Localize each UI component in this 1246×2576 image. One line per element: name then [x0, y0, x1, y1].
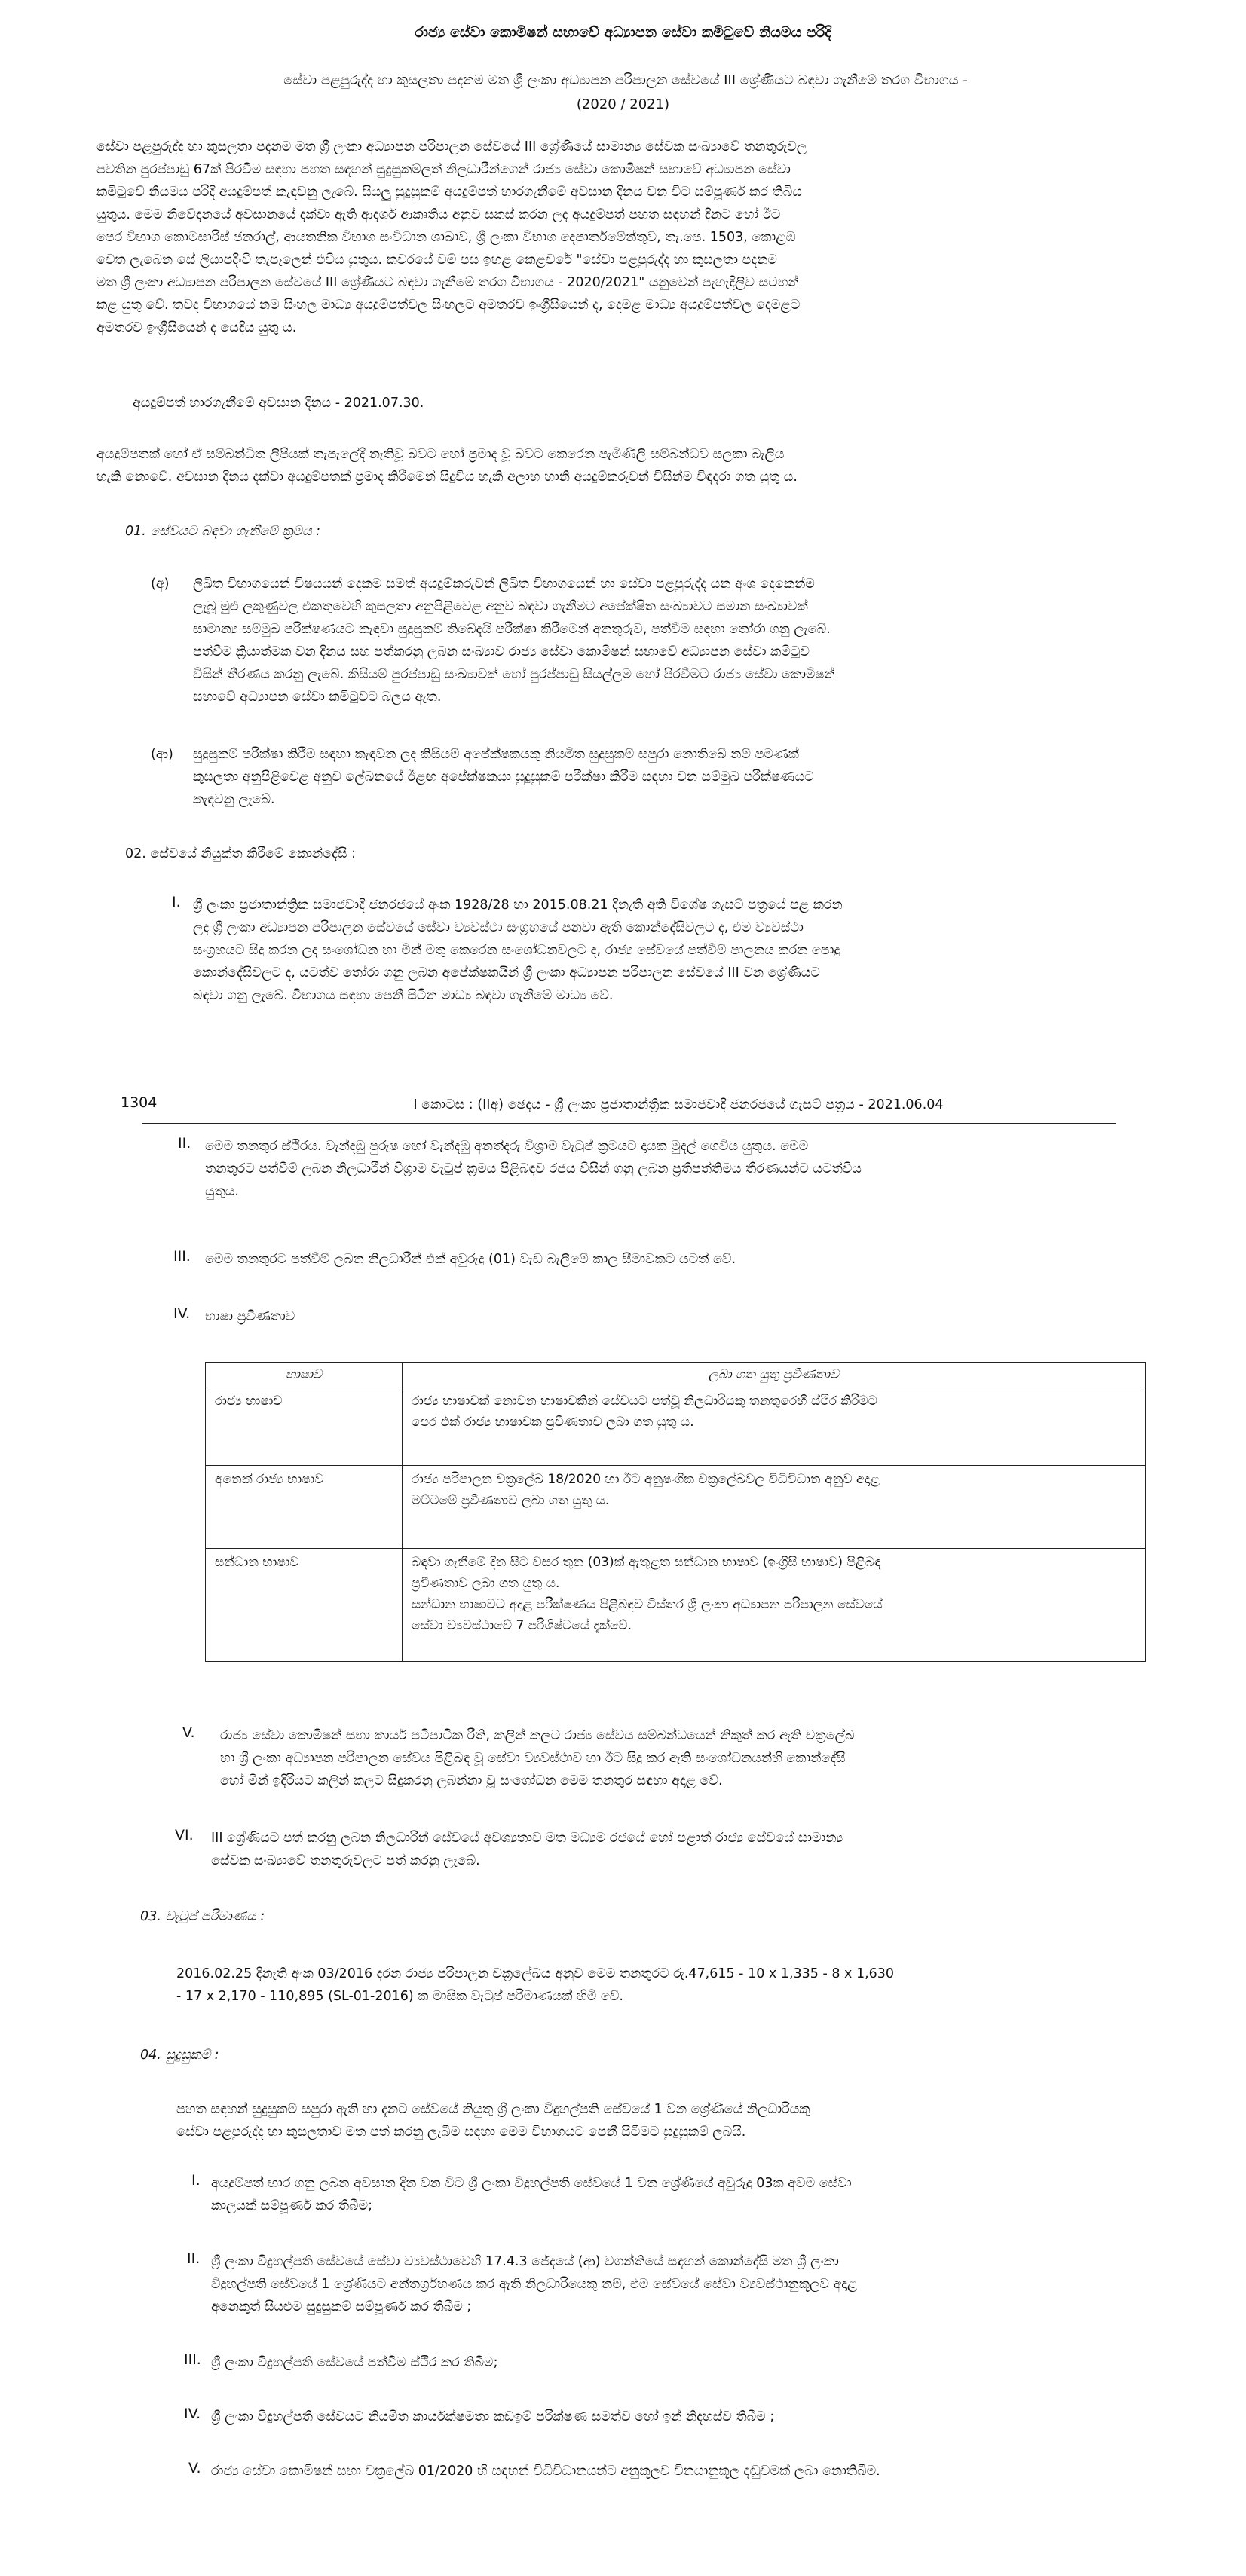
text-line: සභාවේ අධ්‍යාපන සේවා කමිටුවට බලය ඇත.: [193, 690, 442, 705]
notice-subtitle-line2: (2020 / 2021): [576, 96, 670, 112]
item-a-label: (අ): [151, 577, 170, 592]
text-line: කළ යුතු වේ. තවද විභාගයේ නම සිංහල මාධ්‍ය අයදුම්පත්වල සිංහලට අමතරව ඉංග්‍රීසියෙන් ද, දෙමළ මාධ්‍ය අයදුම්පත්වල දෙමළට: [96, 298, 801, 313]
text-line: බඳවා ගනු ලැබේ. විභාගය සඳහා පෙනී සිටින මාධ්‍ය බඳවා ගැනීමේ මාධ්‍ය වේ.: [193, 988, 614, 1003]
text-line: මෙම තනතුර ස්ථිරය. වැන්දඹු පුරුෂ හෝ වැන්දඹු අනත්දරු විශ්‍රාම වැටුප් ක්‍රමයට දායක මුදල් ගෙවිය යුතුය. මෙම: [205, 1139, 809, 1154]
text-line: මත ශ්‍රී ලංකා අධ්‍යාපන පරිපාලන සේවයේ III ශ්‍රේණියට බඳවා ගැනීමේ තරග විභාගය - 2020/2021" යනුවෙන් පැහැදිලිව සටහන්: [96, 275, 799, 290]
text-line: ලිඛිත විභාගයෙන් විෂයයන් දෙකම සමත් අයදුම්කරුවන් ලිඛිත විභාගයෙන් හා සේවා පළපුරුද්ද යන අංශ දෙකෙන්ම: [193, 577, 815, 592]
language-proficiency-table: [205, 1362, 1146, 1662]
text-line: අයදුම්පතක් හෝ ඒ සම්බන්ධිත ලිපියක් තැපැලේදී නැතිවූ බවට හෝ ප්‍රමාද වූ බවට කෙරෙන පැමිණිලි සම්බන්ධව සලකා බැලිය: [96, 447, 785, 462]
text-line: ශ්‍රී ලංකා විදුහල්පති සේවයේ සේවා ව්‍යවස්ථාවෙහි 17.4.3 ජේදයේ (ආ) වගන්තියේ සඳහන් කොන්දේසි මත ශ්‍රී ලංකා: [211, 2254, 839, 2269]
qualification-v-text: රාජ්‍ය සේවා කොමිෂන් සභා චක්‍රලේඛ 01/2020 හි සඳහන් විධිවිධානයන්ට අනුකූලව විනයානුකූල දඬුවමක් ලබා නොතිබීම.: [211, 2464, 880, 2479]
table-row: [206, 1387, 1146, 1466]
page-number: 1304: [121, 1094, 158, 1111]
text-line: වෙත ලැබෙන සේ ලියාපදිංචි තැපෑලෙන් එවිය යුතුය. කවරයේ වම් පස ඉහළ කෙළවරේ "සේවා පළපුරුද්ද හා කුසලතා පදනම: [96, 252, 777, 268]
intro-note: [96, 443, 1147, 488]
text-line: සේවා ව්‍යවස්ථාවේ 7 පරිශිෂ්ටයේ දැක්වේ.: [412, 1618, 632, 1633]
text-line: සේවා පළපුරුද්ද හා කුසලතා පදනම මත ශ්‍රී ලංකා අධ්‍යාපන පරිපාලන සේවයේ III ශ්‍රේණියේ සාමාන්‍ය සේවක සංඛ්‍යාවේ තනතුරුවල: [96, 139, 807, 154]
text-line: ලද ශ්‍රී ලංකා අධ්‍යාපන පරිපාලන සේවයේ සේවා ව්‍යවස්ථා සංග්‍රහයේ පනවා ඇති කොන්දේසිවලට ද, එම ව්‍යවස්ථා: [193, 920, 804, 935]
text-line: විදුහල්පති සේවයේ 1 ශ්‍රේණියට අන්තර්ග්‍රහණය කර ඇති නිලධාරියෙකු නම්, එම සේවයේ සේවා ව්‍යවස්ථානුකූලව අදාළ: [211, 2277, 858, 2292]
item-iii-text: මෙම තනතුරට පත්වීම් ලබන නිලධාරීන් එක් අවුරුදු (01) වැඩ බැලීමේ කාල සීමාවකට යටත් වේ.: [205, 1252, 736, 1267]
notice-title: රාජ්‍ය සේවා කොමිෂන් සභාවේ අධ්‍යාපන සේවා කමිටුවේ නියමය පරිදි: [415, 24, 831, 41]
proficiency-cell: [403, 1387, 1146, 1466]
item-vi-label: VI.: [175, 1827, 194, 1843]
text-line: සුදුසුකම් පරීක්ෂා කිරීම සඳහා කැඳවන ලද කිසියම් අපේක්ෂකයකු නියමිත සුදුසුකම් සපුරා නොතිබේ නම් පමණක්: [193, 747, 799, 762]
text-line: III ශ්‍රේණියට පත් කරනු ලබන නිලධාරීන් සේවයේ අවශ්‍යතාව මත මධ්‍යම රජයේ හෝ පළාත් රාජ්‍ය සේවයේ සාමාන්‍ය: [211, 1831, 843, 1846]
text-line: සේවා පළපුරුද්ද හා කුසලතාව මත පත් කරනු ලැබීම සඳහා මෙම විභාගයට පෙනී සිටීමට සුදුසුකම් ලබයි.: [176, 2125, 746, 2140]
qualification-iii-label: III.: [184, 2351, 201, 2368]
text-line: හැකි නොවේ. අවසාන දිනය දක්වා අයදුම්පතක් ප්‍රමාද කිරීමෙන් සිදුවිය හැකි අලාභ හානි අයදුම්කරුවන් විසින්ම විඳදරා ගත යුතු ය.: [96, 470, 798, 485]
item-vi-text: [211, 1827, 1147, 1872]
qualification-i-text: [211, 2172, 1147, 2217]
item-i-label: I.: [172, 894, 181, 910]
text-line: කමිටුවේ නියමය පරිදි අයදුම්පත් කැඳවනු ලැබේ. සියලු සුදුසුකම් අයදුම්පත් භාරගැනීමේ අවසාන දිනය වන විට සම්පූර්ණ කර තිබිය: [96, 185, 802, 200]
qualification-v-label: V.: [188, 2460, 201, 2477]
table-header-row: [206, 1363, 1146, 1387]
language-cell: අනෙක් රාජ්‍ය භාෂාව: [206, 1466, 403, 1549]
item-aa-text: [193, 743, 1147, 811]
text-line: අමතරව ඉංග්‍රීසියෙන් ද යෙදිය යුතු ය.: [96, 320, 297, 335]
text-line: අයදුම්පත් භාර ගනු ලබන අවසාන දින වන විට ශ්‍රී ලංකා විදුහල්පති සේවයේ 1 වන ශ්‍රේණියේ අවුරුදු 03ක අවම සේවා: [211, 2176, 852, 2191]
qualification-iv-label: IV.: [184, 2406, 201, 2422]
text-line: සාමාන්‍ය සම්මුඛ පරීක්ෂණයට කැඳවා සුදුසුකම් තිබේදැයි පරීක්ෂා කිරීමෙන් අනතුරුව, පත්වීම සඳහා තෝරා ගනු ලැබේ.: [193, 622, 831, 637]
qualifications-intro: [176, 2098, 1147, 2143]
column-header-proficiency: ලබා ගත යුතු ප්‍රවීණතාව: [403, 1363, 1146, 1387]
language-cell: සන්ධාන භාෂාව: [206, 1549, 403, 1662]
item-aa-label: (ආ): [151, 747, 173, 762]
text-line: සංග්‍රහයට සිදු කරන ලද සංශෝධන හා මින් මතු කෙරෙන සංශෝධනවලට ද, රාජ්‍ය සේවයේ පත්වීම් පාලනය කරන පොදු: [193, 943, 840, 958]
item-v-text: [220, 1724, 1147, 1792]
qualification-iii-text: ශ්‍රී ලංකා විදුහල්පති සේවයේ පත්වීම ස්ථිර කර තිබීම;: [211, 2355, 498, 2370]
text-line: යුතුය. මෙම නිවේදනයේ අවසානයේ දක්වා ඇති ආදර්ශ ආකෘතිය අනුව සකස් කරන ලද අයදුම්පත් පහත සඳහන් දිනට හෝ ඊට: [96, 207, 781, 222]
text-line: රාජ්‍ය භාෂාවක් නොවන භාෂාවකින් සේවයට පත්වූ නිලධාරියකු තනතුරෙහි ස්ථිර කිරීමට: [412, 1394, 877, 1409]
proficiency-cell: [403, 1549, 1146, 1662]
item-ii-text: [205, 1135, 1147, 1203]
item-iv-label: IV.: [173, 1305, 191, 1322]
table-row: [206, 1466, 1146, 1549]
column-header-language: භාෂාව: [206, 1363, 403, 1387]
text-line: ලැබූ මුළු ලකුණුවල එකතුවෙහි කුසලතා අනුපිළිවෙළ අනුව බඳවා ගැනීමට අපේක්ෂිත සංඛ්‍යාවට සමාන සංඛ්‍යාවක්: [193, 599, 808, 614]
text-line: කොන්දේසිවලට ද, යටත්ව තෝරා ගනු ලබන අපේක්ෂකයින් ශ්‍රී ලංකා අධ්‍යාපන පරිපාලන සේවයේ III වන ශ්‍රේණියට: [193, 965, 820, 981]
text-line: පවතින පුරප්පාඩු 67ක් පිරවීම සඳහා පහත සඳහන් සුදුසුකම්ලත් නිලධාරීන්ගෙන් රාජ්‍ය සේවා කොමිෂන් සභාවේ අධ්‍යාපන සේවා: [96, 162, 791, 177]
notice-subtitle-line1: සේවා පළපුරුද්ද හා කුසලතා පදනම මත ශ්‍රී ලංකා අධ්‍යාපන පරිපාලන සේවයේ III ශ්‍රේණියට බඳවා ගැනීමේ තරග විභාගය -: [283, 72, 968, 88]
text-line: පෙර එක් රාජ්‍ය භාෂාවක ප්‍රවීණතාව ලබා ගත යුතු ය.: [412, 1415, 694, 1430]
text-line: 2016.02.25 දිනැති අංක 03/2016 දරන රාජ්‍ය පරිපාලන චක්‍රලේඛය අනුව මෙම තනතුරට රු.47,615 - 10 x 1,335 - 8 x 1,630: [176, 1966, 895, 1981]
closing-date: අයදුම්පත් භාරගැනීමේ අවසාන දිනය - 2021.07.30.: [133, 396, 424, 411]
text-line: මට්ටමේ ප්‍රවීණතාව ලබා ගත යුතු ය.: [412, 1493, 610, 1508]
item-i-text: [193, 894, 1147, 1007]
salary-scale-text: [176, 1963, 1147, 2008]
text-line: කැඳවනු ලැබේ.: [193, 792, 275, 807]
header-rule: [142, 1123, 1116, 1124]
text-line: පත්වීම ක්‍රියාත්මක වන දිනය සහ පත්කරනු ලබන සංඛ්‍යාව රාජ්‍ය සේවා කොමිෂන් සභාවේ අධ්‍යාපන සේවා කමිටුව: [193, 644, 810, 659]
text-line: රාජ්‍ය පරිපාලන චක්‍රලේඛ 18/2020 හා ඊට අනුෂංගික චක්‍රලේඛවල විධිවිධාන අනුව අදාළ: [412, 1472, 880, 1487]
text-line: තනතුරට පත්වීම් ලබන නිලධාරීන් විශ්‍රාම වැටුප් ක්‍රමය පිළිබඳව රජය විසින් ගනු ලබන ප්‍රතිපත්තිමය තීරණයන්ට යටත්විය: [205, 1161, 862, 1176]
qualification-ii-label: II.: [187, 2250, 201, 2267]
section-02-heading: 02. සේවයේ නියුක්ත කිරීමේ කොන්දේසි :: [125, 846, 356, 861]
text-line: කාලයක් සම්පූර්ණ කර තිබීම;: [211, 2198, 373, 2213]
intro-paragraph: [96, 136, 1147, 339]
text-line: සන්ධාන භාෂාවට අදාළ පරීක්ෂණය පිළිබඳව විස්තර ශ්‍රී ලංකා අධ්‍යාපන පරිපාලන සේවයේ: [412, 1597, 883, 1612]
language-cell: රාජ්‍ය භාෂාව: [206, 1387, 403, 1466]
table-row: [206, 1549, 1146, 1662]
section-03-heading: 03. වැටුප් පරිමාණය :: [140, 1909, 265, 1924]
qualification-ii-text: [211, 2250, 1147, 2318]
text-line: සේවක සංඛ්‍යාවේ තනතුරුවලට පත් කරනු ලැබේ.: [211, 1853, 480, 1868]
item-ii-label: II.: [178, 1135, 191, 1152]
text-line: ශ්‍රී ලංකා ප්‍රජාතාන්ත්‍රික සමාජවාදී ජනරජයේ අංක 1928/28 හා 2015.08.21 දිනැති අති විශේෂ ගැසට් පත්‍රයේ පළ කරන: [193, 898, 843, 913]
section-04-heading: 04. සුදුසුකම් :: [140, 2048, 219, 2063]
qualification-iv-text: ශ්‍රී ලංකා විදුහල්පති සේවයට නියමිත කාර්යක්ෂමතා කඩඉම් පරීක්ෂණ සමත්ව හෝ ඉන් නිදහස්ව තිබීම ;: [211, 2409, 775, 2425]
text-line: බඳවා ගැනීමේ දින සිට වසර තුන (03)ක් ඇතුළත සන්ධාන භාෂාව (ඉංග්‍රීසි භාෂාව) පිළිබඳ: [412, 1555, 881, 1570]
text-line: රාජ්‍ය සේවා කොමිෂන් සභා කාර්ය පටිපාටික රීති, කලින් කලට රාජ්‍ය සේවය සම්බන්ධයෙන් නිකුත් කර ඇති චක්‍රලේඛ: [220, 1728, 855, 1743]
qualification-i-label: I.: [191, 2172, 201, 2189]
item-iv-text: භාෂා ප්‍රවීණතාව: [205, 1309, 295, 1324]
text-line: විසින් තීරණය කරනු ලැබේ. කිසියම් පුරප්පාඩු සංඛ්‍යාවක් හෝ පුරප්පාඩු සියල්ලම හෝ පිරවීමට රාජ්‍ය සේවා කොමිෂන්: [193, 667, 835, 682]
text-line: පහත සඳහන් සුදුසුකම් සපුරා ඇති හා දැනට සේවයේ නියුතු ශ්‍රී ලංකා විදුහල්පති සේවයේ 1 වන ශ්‍රේණියේ නිලධාරියකු: [176, 2102, 810, 2117]
item-a-text: [193, 573, 1147, 708]
text-line: - 17 x 2,170 - 110,895 (SL-01-2016) ක මාසික වැටුප් පරිමාණයක් හිමි වේ.: [176, 1989, 623, 2004]
text-line: හෝ මින් ඉදිරියට කලින් කලට සිදුකරනු ලබන්නා වූ සංශෝධන මෙම තනතුර සඳහා අදාළ වේ.: [220, 1773, 723, 1788]
proficiency-cell: [403, 1466, 1146, 1549]
item-v-label: V.: [182, 1724, 195, 1741]
text-line: කුසලතා අනුපිළිවෙළ අනුව ලේඛනයේ ඊළඟ අපේක්ෂකයා සුදුසුකම් පරීක්ෂා කිරීම සඳහා වන සම්මුඛ පරීක්ෂණයට: [193, 769, 814, 785]
text-line: පෙර විභාග කොමසාරිස් ජනරාල්, ආයතනික විභාග සංවිධාන ශාඛාව, ශ්‍රී ලංකා විභාග දෙපාර්තමේන්තුව, තැ.පෙ. 1503, කොළඹ: [96, 230, 796, 245]
gazette-running-header: I කොටස : (IIඅ) ඡෙදය - ශ්‍රී ලංකා ප්‍රජාතාන්ත්‍රික සමාජවාදී ජනරජයේ ගැසට් පත්‍රය - 2021.06.04: [413, 1097, 944, 1112]
item-iii-label: III.: [173, 1248, 191, 1265]
text-line: අනෙකුත් සියළුම සුදුසුකම් සම්පූර්ණ කර තිබීම ;: [211, 2299, 472, 2314]
text-line: ප්‍රවීණතාව ලබා ගත යුතු ය.: [412, 1576, 560, 1591]
section-01-heading: 01. සේවයට බඳවා ගැනීමේ ක්‍රමය :: [125, 524, 321, 539]
text-line: යුතුය.: [205, 1184, 239, 1199]
text-line: හා ශ්‍රී ලංකා අධ්‍යාපන පරිපාලන සේවය පිළිබඳ වූ සේවා ව්‍යවස්ථාව හා ඊට සිදු කර ඇති සංශෝධනයන්හි කොන්දේසි: [220, 1751, 846, 1766]
